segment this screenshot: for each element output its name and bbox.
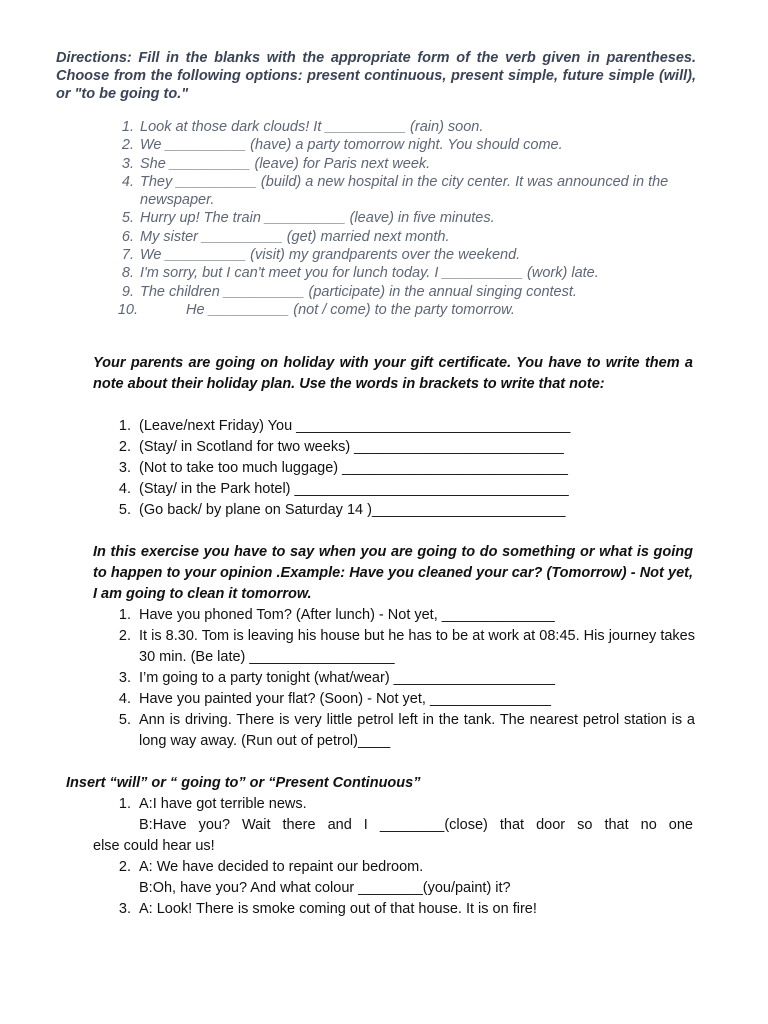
item-number: 3. xyxy=(121,155,134,172)
dialogue-text: A:I have got terrible news. xyxy=(139,796,307,812)
list-item xyxy=(115,605,695,626)
dialogue-text: B:Have you? Wait there and I ________(close) that door so that no one xyxy=(139,817,693,833)
dialogue-text: else could hear us! xyxy=(93,838,215,854)
item-number: 5. xyxy=(118,712,131,728)
item-number: 8. xyxy=(121,265,134,282)
item-text: My sister __________ (get) married next month. xyxy=(140,228,450,245)
item-number: 2. xyxy=(121,137,134,154)
item-number: 5. xyxy=(118,502,131,518)
list-item xyxy=(112,209,712,227)
list-item xyxy=(112,118,712,136)
dialogue-line xyxy=(93,899,693,920)
list-item xyxy=(115,479,695,500)
item-number: 9. xyxy=(121,283,134,300)
item-number: 4. xyxy=(118,481,131,497)
exercise-3-list xyxy=(115,605,695,752)
item-number: 2. xyxy=(118,859,131,875)
list-item xyxy=(115,416,695,437)
exercise-4-instructions: Insert “will” or “ going to” or “Present Continuous” xyxy=(66,775,421,791)
item-text: Ann is driving. There is very little petrol left in the tank. The nearest petrol station is a long way away. (Run out of petrol)____ xyxy=(139,712,695,749)
item-text: Have you phoned Tom? (After lunch) - Not yet, ______________ xyxy=(139,607,555,623)
item-text: She __________ (leave) for Paris next week. xyxy=(140,155,431,172)
dialogue-line xyxy=(93,794,693,815)
item-text: They __________ (build) a new hospital in the city center. It was announced in the newspaper. xyxy=(140,173,669,209)
list-item xyxy=(112,136,712,154)
list-item xyxy=(115,458,695,479)
item-text: (Leave/next Friday) You __________________________________ xyxy=(139,418,571,434)
item-text: Have you painted your flat? (Soon) - Not yet, _______________ xyxy=(139,691,551,707)
item-text: The children __________ (participate) in the annual singing contest. xyxy=(140,283,577,300)
item-number: 4. xyxy=(121,173,134,190)
dialogue-text: A: Look! There is smoke coming out of that house. It is on fire! xyxy=(139,901,537,917)
dialogue-line xyxy=(93,815,693,836)
item-text: He __________ (not / come) to the party tomorrow. xyxy=(186,301,515,318)
item-number: 3. xyxy=(118,460,131,476)
directions-text: Directions: Fill in the blanks with the appropriate form of the verb given in parentheses. Choose from the following options: present continuous, present simple, future simple (will), or "to be going to." xyxy=(56,50,696,102)
item-number: 10. xyxy=(117,301,138,318)
item-text: Look at those dark clouds! It __________ (rain) soon. xyxy=(140,119,484,135)
dialogue-line xyxy=(93,836,693,857)
list-item xyxy=(115,437,695,458)
item-number: 6. xyxy=(121,228,134,245)
list-item xyxy=(112,173,712,210)
item-number: 2. xyxy=(118,628,131,644)
item-text: (Go back/ by plane on Saturday 14 )________________________ xyxy=(139,502,566,518)
list-item xyxy=(115,710,695,752)
list-item xyxy=(115,668,695,689)
item-text: We __________ (have) a party tomorrow night. You should come. xyxy=(140,137,563,154)
list-item xyxy=(112,246,712,264)
item-number: 7. xyxy=(121,247,134,264)
item-number: 4. xyxy=(118,691,131,707)
item-number: 5. xyxy=(121,210,134,227)
item-text: (Stay/ in the Park hotel) __________________________________ xyxy=(139,481,569,497)
list-item xyxy=(115,626,695,668)
item-number: 1. xyxy=(118,796,131,812)
exercise-4-list xyxy=(93,794,693,920)
item-number: 1. xyxy=(121,119,134,135)
item-text: (Stay/ in Scotland for two weeks) __________________________ xyxy=(139,439,564,455)
item-text: (Not to take too much luggage) ____________________________ xyxy=(139,460,568,476)
exercise-3-instructions: In this exercise you have to say when you are going to do something or what is going to happen to your opinion .Example: Have you cleaned your car? (Tomorrow) - Not yet, I am going to clean it tomorrow. xyxy=(93,544,693,602)
item-number: 3. xyxy=(118,901,131,917)
item-number: 3. xyxy=(118,670,131,686)
item-text: I’m going to a party tonight (what/wear) ____________________ xyxy=(139,670,555,686)
list-item xyxy=(112,283,712,301)
item-number: 1. xyxy=(118,418,131,434)
dialogue-line xyxy=(93,878,693,899)
dialogue-text: A: We have decided to repaint our bedroom. xyxy=(139,859,424,875)
item-text: We __________ (visit) my grandparents over the weekend. xyxy=(140,247,521,264)
list-item xyxy=(112,228,712,246)
list-item xyxy=(115,689,695,710)
dialogue-text: B:Oh, have you? And what colour ________(you/paint) it? xyxy=(139,880,511,896)
dialogue-line xyxy=(93,857,693,878)
exercise-2-list xyxy=(115,416,695,521)
exercise-2-instructions: Your parents are going on holiday with your gift certificate. You have to write them a note about their holiday plan. Use the words in brackets to write that note: xyxy=(93,355,693,392)
exercise-1-list xyxy=(112,118,712,319)
item-number: 1. xyxy=(118,607,131,623)
item-number: 2. xyxy=(118,439,131,455)
list-item xyxy=(115,500,695,521)
list-item xyxy=(112,264,712,282)
list-item xyxy=(112,155,712,173)
item-text: It is 8.30. Tom is leaving his house but he has to be at work at 08:45. His journey takes 30 min. (Be late) __________________ xyxy=(139,628,695,665)
item-text: Hurry up! The train __________ (leave) in five minutes. xyxy=(140,210,495,227)
item-text: I'm sorry, but I can't meet you for lunch today. I __________ (work) late. xyxy=(140,265,599,282)
list-item xyxy=(112,301,712,319)
